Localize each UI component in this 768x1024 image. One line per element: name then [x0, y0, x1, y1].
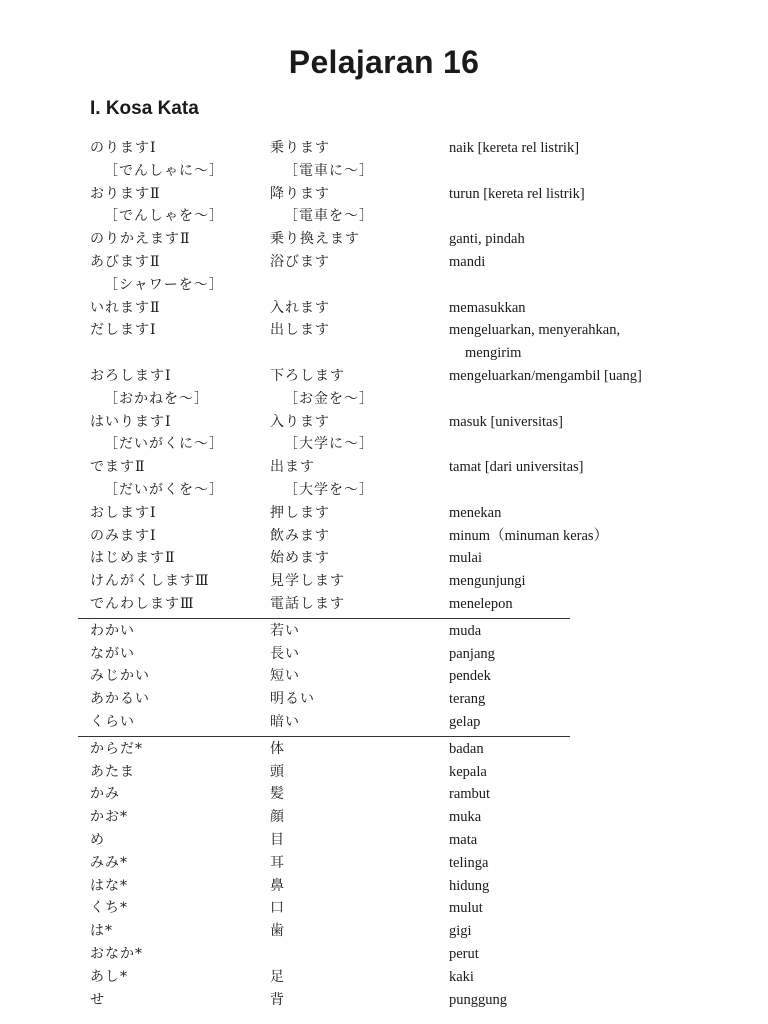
vocab-kana: はじめますⅡ	[90, 550, 176, 567]
vocab-kanji: 体	[270, 740, 285, 757]
vocab-row	[0, 411, 768, 434]
vocab-kanji: 出します	[270, 322, 330, 339]
vocab-row	[0, 966, 768, 989]
vocab-kana: ［だいがくに～］	[104, 436, 224, 453]
vocab-kanji: 口	[270, 900, 285, 917]
vocab-meaning: mulut	[449, 900, 483, 917]
vocab-meaning: pendek	[449, 668, 491, 685]
vocab-meaning: telinga	[449, 854, 489, 871]
vocab-meaning: mandi	[449, 254, 486, 270]
vocab-kanji: ［大学を～］	[284, 482, 374, 498]
vocab-kana: おろしますⅠ	[90, 368, 172, 384]
vocab-meaning: menekan	[449, 504, 502, 521]
vocab-kanji: 背	[270, 991, 285, 1008]
vocab-kanji: 顔	[270, 809, 285, 826]
vocab-row	[0, 365, 768, 388]
vocab-row	[0, 297, 768, 320]
vocab-kanji: 乗ります	[270, 140, 330, 156]
vocab-meaning: mulai	[449, 550, 483, 567]
vocab-meaning: kaki	[449, 968, 474, 985]
vocab-kana: ながい	[90, 645, 135, 662]
vocab-row	[0, 761, 768, 784]
vocab-kanji: ［お金を～］	[284, 390, 374, 407]
vocab-kanji: 髪	[270, 786, 285, 803]
vocab-kana: ［おかねを～］	[104, 390, 209, 407]
vocab-meaning: muda	[449, 622, 482, 639]
vocab-kanji: 入ります	[270, 413, 330, 430]
vocab-row	[0, 319, 768, 342]
vocab-kanji: 浴びます	[270, 254, 330, 270]
vocab-kanji: 出ます	[270, 459, 315, 476]
vocab-kana: のりかえますⅡ	[90, 231, 191, 248]
vocab-row	[0, 525, 768, 548]
vocab-meaning: mata	[449, 832, 478, 848]
vocab-kanji: 飲みます	[270, 527, 330, 544]
vocab-kana: くち*	[90, 900, 128, 917]
vocab-meaning: mengunjungi	[449, 573, 526, 590]
vocab-meaning: masuk [universitas]	[449, 413, 563, 430]
vocab-meaning: hidung	[449, 877, 490, 894]
vocab-row	[0, 897, 768, 920]
vocab-kanji: ［電車を～］	[284, 208, 374, 225]
vocab-kana: けんがくしますⅢ	[90, 573, 210, 590]
vocab-row	[0, 829, 768, 852]
vocab-kanji: 鼻	[270, 877, 285, 894]
vocab-meaning: badan	[449, 740, 484, 757]
vocab-kanji: ［大学に～］	[284, 436, 374, 453]
vocab-kanji: 目	[270, 832, 285, 848]
vocab-kanji: 暗い	[270, 714, 300, 730]
vocab-kanji: 降ります	[270, 185, 330, 202]
vocab-meaning: minum（minuman keras）	[449, 527, 609, 544]
vocab-meaning: rambut	[449, 786, 491, 803]
vocab-kana: みみ*	[90, 854, 128, 871]
vocab-kana: くらい	[90, 714, 135, 730]
vocab-row	[0, 342, 768, 365]
vocab-kanji: 短い	[270, 668, 300, 685]
vocab-kana: だしますⅠ	[90, 322, 157, 339]
vocab-kanji: 下ろします	[270, 368, 345, 384]
vocab-meaning: naik [kereta rel listrik]	[449, 140, 580, 156]
vocab-kanji: 長い	[270, 645, 300, 662]
vocab-row	[0, 547, 768, 570]
vocab-kana: ［シャワーを～］	[104, 276, 224, 293]
vocab-kanji: 見学します	[270, 573, 345, 590]
vocab-kanji: 頭	[270, 763, 285, 780]
vocab-row	[0, 665, 768, 688]
vocab-row	[0, 274, 768, 297]
vocab-kana: あびますⅡ	[90, 254, 161, 270]
vocab-kanji: 乗り換えます	[270, 231, 360, 248]
vocab-row	[0, 989, 768, 1012]
vocab-row	[0, 205, 768, 228]
vocab-kanji: 電話します	[270, 596, 345, 612]
vocab-kana: かみ	[90, 786, 120, 803]
vocab-meaning: mengeluarkan/mengambil [uang]	[449, 368, 642, 384]
vocab-kana: ［でんしゃを～］	[104, 208, 224, 225]
vocab-row	[0, 251, 768, 274]
vocab-row	[0, 806, 768, 829]
vocab-kana: あたま	[90, 763, 135, 780]
vocab-row	[0, 479, 768, 502]
vocab-kana: おりますⅡ	[90, 185, 161, 202]
vocab-meaning: gelap	[449, 714, 481, 730]
vocab-kana: は*	[90, 923, 113, 940]
vocab-row	[0, 570, 768, 593]
vocab-row	[0, 137, 768, 160]
vocab-kana: わかい	[90, 622, 135, 639]
vocab-row	[0, 502, 768, 525]
vocab-meaning: memasukkan	[449, 299, 526, 316]
vocab-row	[0, 160, 768, 183]
vocab-kana: ［でんしゃに～］	[104, 162, 224, 179]
vocab-kana: ［だいがくを～］	[104, 482, 224, 498]
vocab-meaning: perut	[449, 946, 479, 962]
section-divider	[78, 618, 570, 619]
vocab-row	[0, 738, 768, 761]
vocab-row	[0, 783, 768, 806]
page-title: Pelajaran 16	[288, 44, 480, 80]
section-divider	[78, 736, 570, 737]
vocab-kana: のみますⅠ	[90, 527, 157, 544]
vocab-meaning: terang	[449, 691, 486, 708]
vocab-kanji: 明るい	[270, 691, 315, 708]
vocab-kana: でますⅡ	[90, 459, 146, 476]
vocab-kanji: 入れます	[270, 299, 330, 316]
vocab-kana: あかるい	[90, 691, 150, 708]
vocab-meaning: ganti, pindah	[449, 231, 525, 248]
vocab-kanji: ［電車に～］	[284, 162, 374, 179]
vocab-row	[0, 688, 768, 711]
vocab-row	[0, 920, 768, 943]
vocab-row	[0, 388, 768, 411]
vocab-row	[0, 433, 768, 456]
vocab-meaning: mengirim	[465, 345, 522, 362]
vocab-kana: おしますⅠ	[90, 504, 157, 521]
vocab-kanji: 若い	[270, 622, 300, 639]
vocab-row	[0, 852, 768, 875]
vocab-kana: みじかい	[90, 668, 150, 685]
vocab-row	[0, 875, 768, 898]
vocab-meaning: panjang	[449, 645, 495, 662]
vocab-meaning: gigi	[449, 923, 472, 940]
vocab-row	[0, 593, 768, 616]
vocab-row	[0, 456, 768, 479]
vocab-kana: おなか*	[90, 946, 143, 962]
vocab-kana: め	[90, 832, 105, 848]
vocab-kana: せ	[90, 991, 105, 1008]
vocab-meaning: mengeluarkan, menyerahkan,	[449, 322, 621, 339]
vocab-kana: いれますⅡ	[90, 299, 161, 316]
vocab-row	[0, 711, 768, 734]
vocab-row	[0, 228, 768, 251]
vocab-row	[0, 183, 768, 206]
vocab-kanji: 足	[270, 968, 285, 985]
vocab-kana: はいりますⅠ	[90, 413, 172, 430]
vocab-meaning: punggung	[449, 991, 507, 1008]
vocab-kana: あし*	[90, 968, 128, 985]
vocab-row	[0, 620, 768, 643]
vocab-row	[0, 643, 768, 666]
vocab-kana: かお*	[90, 809, 128, 826]
vocab-meaning: menelepon	[449, 596, 513, 612]
section-title: I. Kosa Kata	[90, 98, 199, 119]
vocab-meaning: tamat [dari universitas]	[449, 459, 584, 476]
vocab-meaning: kepala	[449, 763, 487, 780]
vocab-meaning: turun [kereta rel listrik]	[449, 185, 585, 202]
vocab-meaning: muka	[449, 809, 482, 826]
vocab-row	[0, 943, 768, 966]
vocab-kanji: 耳	[270, 854, 285, 871]
vocab-kana: からだ*	[90, 740, 143, 757]
vocab-kanji: 始めます	[270, 550, 330, 567]
vocab-kana: はな*	[90, 877, 128, 894]
vocab-kanji: 押します	[270, 504, 330, 521]
vocab-kana: のりますⅠ	[90, 140, 157, 156]
vocab-kana: でんわしますⅢ	[90, 596, 195, 612]
vocab-kanji: 歯	[270, 923, 285, 940]
